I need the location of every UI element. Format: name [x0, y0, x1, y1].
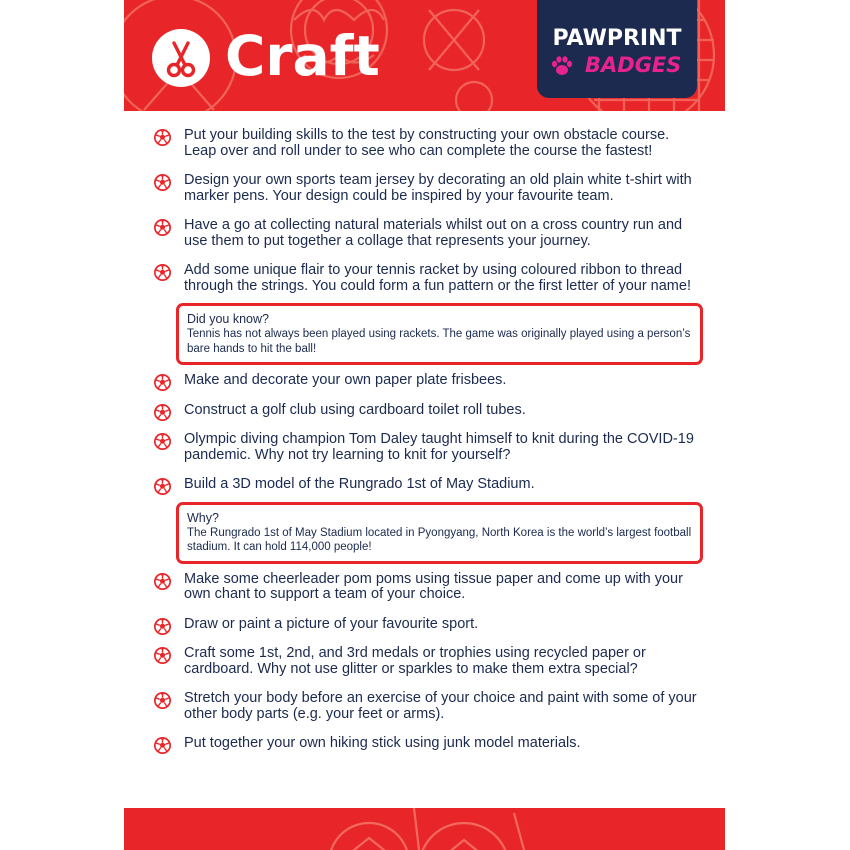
scissors-badge: [152, 29, 210, 87]
pawprint-badges-logo: [537, 0, 697, 98]
item-text: Put together your own hiking stick using junk model materials.: [184, 735, 581, 751]
list-item: [154, 646, 699, 677]
item-text: Make some cheerleader pom poms using tissue paper and come up with your own chant to support a team of your choice.: [184, 570, 683, 602]
football-icon: [154, 129, 171, 146]
item-text: Craft some 1st, 2nd, and 3rd medals or trophies using recycled paper or cardboard. Why not use glitter or sparkles to make them extra special?: [184, 645, 646, 677]
list-item: [154, 572, 699, 603]
item-text: Build a 3D model of the Rungrado 1st of May Stadium.: [184, 476, 535, 492]
logo-line-2: BADGES: [585, 53, 682, 77]
football-icon: [154, 174, 171, 191]
note-text: The Rungrado 1st of May Stadium located in Pyongyang, North Korea is the world’s largest football stadium. It can hold 114,000 people!: [187, 526, 692, 553]
item-text: Design your own sports team jersey by decorating an old plain white t-shirt with marker pens. Your design could be inspired by your favourite team.: [184, 172, 692, 204]
item-text: Draw or paint a picture of your favourite sport.: [184, 615, 479, 632]
item-text: Construct a golf club using cardboard toilet roll tubes.: [184, 401, 526, 418]
did-you-know-box: [176, 303, 703, 365]
football-icon: [154, 264, 171, 281]
football-icon: [154, 433, 171, 450]
list-item: [154, 373, 699, 389]
football-icon: [154, 573, 171, 590]
football-icon: [154, 478, 171, 495]
list-item: [154, 477, 699, 493]
item-text: Put your building skills to the test by constructing your own obstacle course. Leap over and roll under to see who can complete the course the fastest!: [184, 127, 670, 159]
scissors-icon: [152, 29, 210, 87]
why-box: [176, 502, 703, 564]
football-icon: [154, 404, 171, 421]
football-icon: [154, 219, 171, 236]
page-title: Craft: [225, 24, 380, 88]
logo-line-1: PAWPRINT: [552, 26, 682, 51]
note-text: Tennis has not always been played using rackets. The game was originally played using a person’s bare hands to hit the ball!: [187, 328, 691, 355]
list-item: [154, 691, 699, 722]
item-text: Olympic diving champion Tom Daley taught himself to knit during the COVID-19 pandemic. Why not try learning to knit for yourself?: [184, 431, 694, 463]
list-item: [154, 263, 699, 294]
football-icon: [154, 737, 171, 754]
list-item: [154, 128, 699, 159]
list-item: [154, 736, 699, 752]
item-text: Stretch your body before an exercise of your choice and paint with some of your other body parts (e.g. your feet or arms).: [184, 690, 697, 722]
item-text: Have a go at collecting natural materials whilst out on a cross country run and use them to put together a collage that represents your journey.: [184, 217, 683, 249]
football-decoration: [124, 808, 725, 850]
list-item: [154, 218, 699, 249]
football-icon: [154, 618, 171, 635]
list-item: [154, 432, 699, 463]
football-icon: [154, 374, 171, 391]
note-title: Why?: [187, 510, 219, 525]
list-item: [154, 617, 699, 633]
item-text: Make and decorate your own paper plate frisbees.: [184, 372, 507, 388]
football-icon: [154, 692, 171, 709]
footer-banner: [124, 808, 725, 850]
football-icon: [154, 647, 171, 664]
worksheet-page: [124, 0, 725, 850]
list-item: [154, 173, 699, 204]
header-banner: [124, 0, 725, 111]
activity-list: [154, 128, 699, 766]
item-text: Add some unique flair to your tennis racket by using coloured ribbon to thread through the strings. You could form a fun pattern or the first letter of your name!: [184, 262, 691, 294]
list-item: [154, 403, 699, 419]
note-title: Did you know?: [187, 312, 269, 326]
